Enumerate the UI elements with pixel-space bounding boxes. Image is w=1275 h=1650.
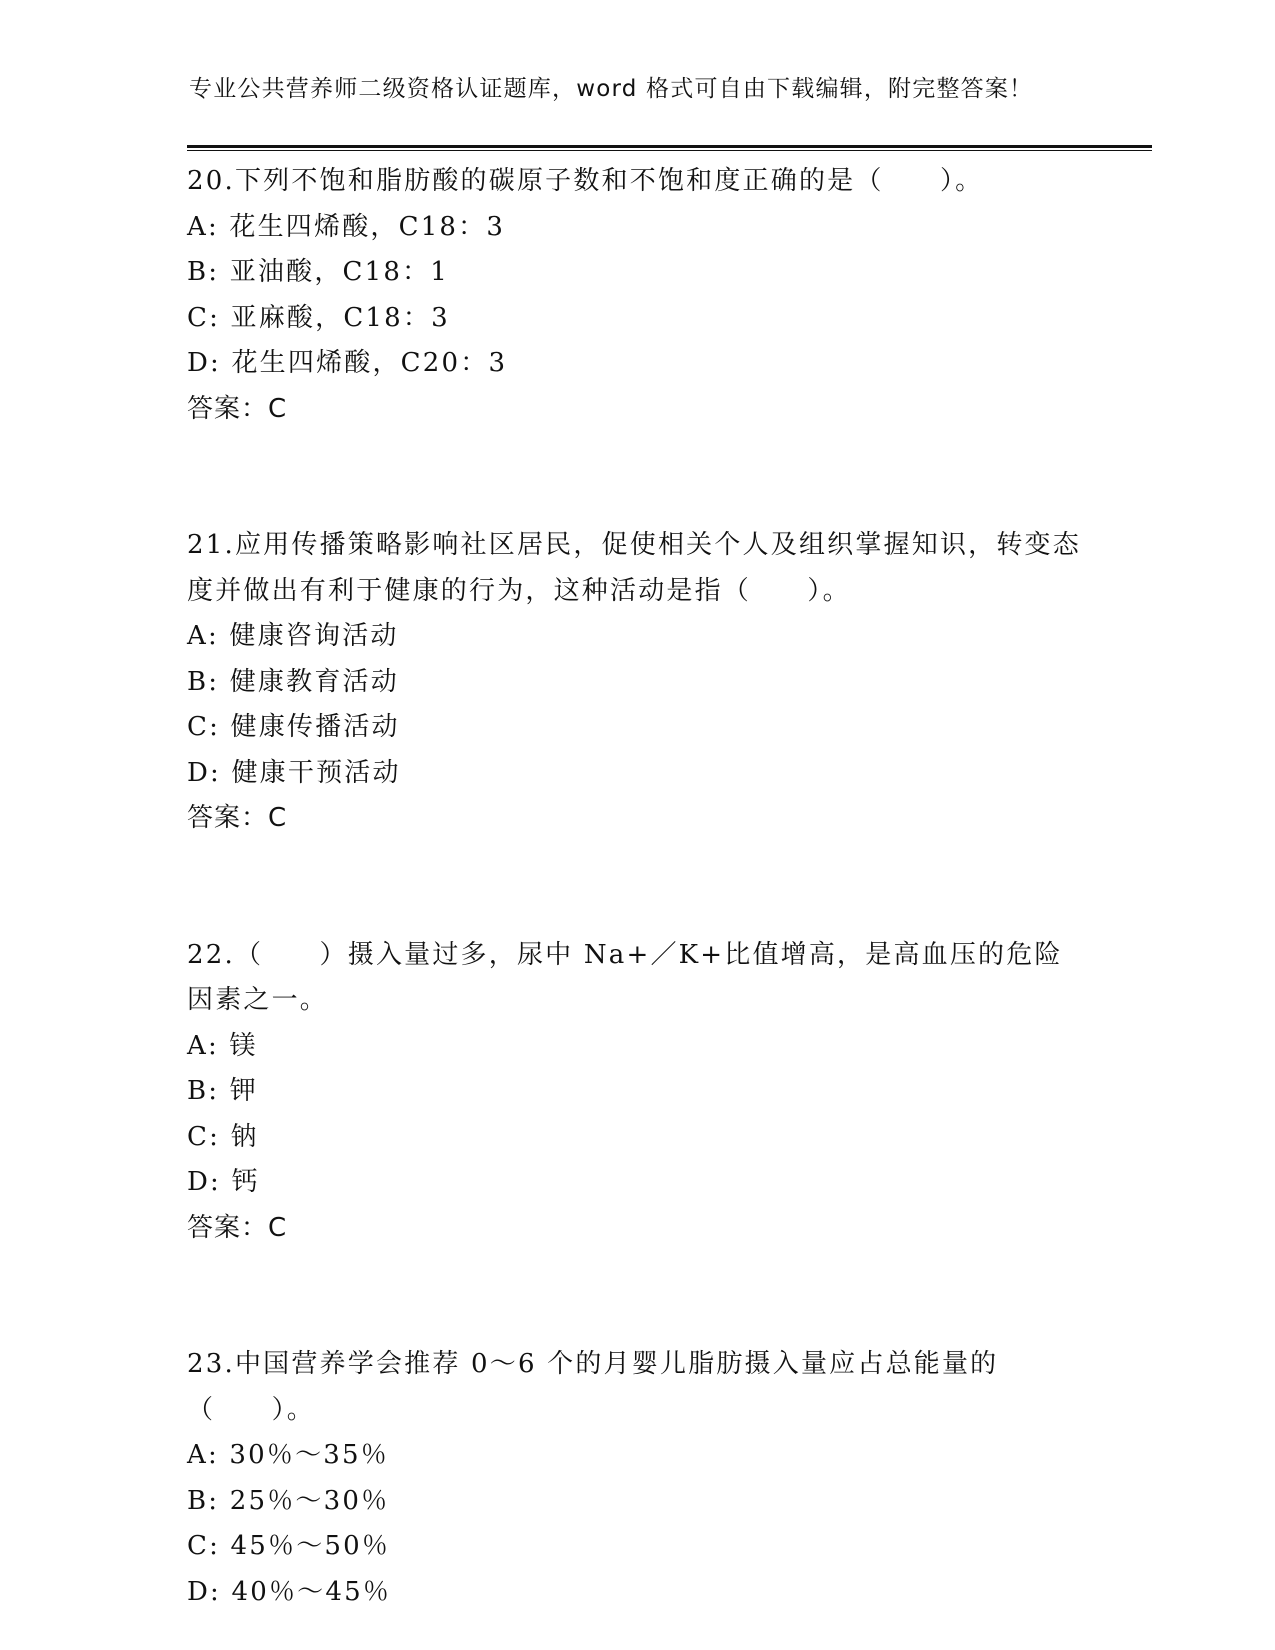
- option-d: D: 40％～45％: [187, 1576, 392, 1607]
- option-b: B: 25％～30％: [187, 1485, 390, 1516]
- option-b: B: 亚油酸，C18：1: [187, 257, 450, 287]
- question-spacer: [187, 432, 1087, 523]
- answer-line: 答案：C: [187, 803, 288, 833]
- question-stem: 20.下列不饱和脂肪酸的碳原子数和不饱和度正确的是（ ）。: [187, 166, 984, 196]
- option-a: A: 30％～35％: [187, 1440, 389, 1470]
- question-23: [187, 1342, 1087, 1615]
- question-21: [187, 523, 1087, 842]
- question-spacer: [187, 842, 1087, 933]
- page-header: 专业公共营养师二级资格认证题库，word 格式可自由下载编辑，附完整答案！: [189, 76, 1034, 102]
- option-c: C: 健康传播活动: [187, 712, 400, 742]
- option-d: D: 花生四烯酸，C20：3: [187, 348, 508, 378]
- question-stem: 23.中国营养学会推荐 0～6 个的月婴儿脂肪摄入量应占总能量的（ ）。: [187, 1349, 999, 1425]
- header-divider-thin: [187, 150, 1152, 151]
- option-c: C: 亚麻酸，C18：3: [187, 302, 450, 333]
- option-a: A: 健康咨询活动: [187, 621, 399, 651]
- option-d: D: 健康干预活动: [187, 757, 401, 788]
- question-list: [187, 159, 1087, 1615]
- answer-line: 答案：C: [187, 1212, 288, 1243]
- option-b: B: 钾: [187, 1076, 258, 1106]
- question-spacer: [187, 1251, 1087, 1342]
- question-stem: 21.应用传播策略影响社区居民，促使相关个人及组织掌握知识，转变态度并做出有利于健康的行为，这种活动是指（ ）。: [187, 530, 1081, 606]
- option-d: D: 钙: [187, 1167, 260, 1197]
- header-divider-thick: [187, 145, 1152, 148]
- option-a: A: 花生四烯酸，C18：3: [187, 211, 506, 242]
- option-c: C: 钠: [187, 1121, 259, 1152]
- option-b: B: 健康教育活动: [187, 666, 399, 697]
- option-c: C: 45％～50％: [187, 1531, 391, 1561]
- option-a: A: 镁: [187, 1030, 258, 1061]
- question-22: [187, 933, 1087, 1252]
- question-stem: 22.（ ）摄入量过多，尿中 Na+／K+比值增高，是高血压的危险因素之一。: [187, 939, 1063, 1015]
- question-20: [187, 159, 1087, 432]
- answer-line: 答案：C: [187, 393, 288, 424]
